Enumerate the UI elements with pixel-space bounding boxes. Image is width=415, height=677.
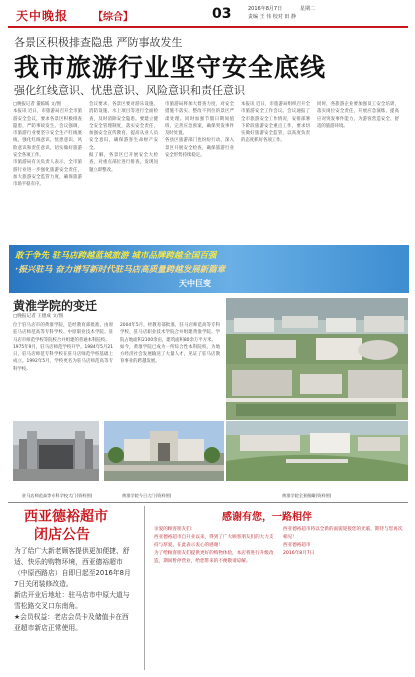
banner-line-1: 敢于争先 驻马店跨越蓝城旅游 城市品牌跨越全国百强 [15,251,217,261]
banner [9,245,409,293]
panorama-caption: 黄淮学院全景俯瞰(资料图) [282,493,332,498]
page-editors: 责编 王 伟 校对 田 静 [248,14,296,20]
article-column-3: 市旅游局将加大督查力度，对安全措施不落实、整改不到位的景区严肃处理。同时加强节假日期间值班，完善应急预案，确保突发事件及时处置。 各县区旅游部门也纷纷行动，深入景区开展安全检查，确保旅游行业安全形势持续稳定。 [165,102,234,159]
kicker: 各景区积极排查隐患 严防事故发生 [14,36,183,49]
feature-byline: □晚报记者 王德成 文/图 [13,314,64,319]
new-gate-caption: 黄淮学院今日大门(资料图) [122,493,172,498]
old-gate-photo [13,421,99,481]
banner-line-2: ·振兴驻马 奋力谱写新时代驻马店高质量跨越发展新篇章 [15,265,226,275]
page-number: 03 [212,6,232,22]
newspaper-logo: 天中晚报 [16,9,69,23]
banner-tag: 天中巨变 [179,279,211,288]
feature-title: 黄淮学院的变迁 [13,299,98,313]
campus-aerial-photo [226,298,408,420]
ad-right [150,506,408,671]
masthead [8,3,408,25]
article-column-2: 会议要求，各景区要对游乐设施、消防设施、水上项目等进行全面检查，及时消除安全隐患。要建立健全安全管理制度，落实安全责任，加强安全宣传教育，提高从业人员安全意识，确保游客生命财产安全。 据了解，各景区已开展安全大检查，对重点部位进行排查，发现问题立即整改。 [89,102,158,173]
article-column-5: 同时，各旅游企业要加强员工安全培训，落实岗位安全责任，开展应急演练，提高应对突发事件能力，为游客营造安全、舒适的旅游环境。 [317,102,399,129]
headline: 我市旅游行业坚守安全底线 [14,53,327,82]
ad-left [10,506,140,671]
new-gate-photo [104,421,224,481]
article-column-1: □晚报记者 董嫣嫣 文/图 本报讯 近日，市旅游局召开全市旅游安全会议，要求各景区积极排查隐患，严防事故发生。会议强调，市旅游行业要坚守安全生产红线底线，强化红线意识、忧患意识、风险意识和责任意识，切实做好旅游安全各项工作。 市旅游局有关负责人表示，全市旅游行业进一步强化旅游安全责任，加大旅游安全监管力度，确保旅游市场平稳有序。 [13,102,82,188]
ad-right-body: 亲爱的顾客朋友们： 西亚德裕超市自开业以来，得到了广大顾客朋友们的大力支持与厚爱，在此表示衷心的感谢！ 为了给顾客朋友们提供更好的购物体验，本店将进行升级改造，期间暂停营业，给您带来的不便敬请谅解。 西亚德裕超市将以全新的面貌迎接您的光临，期待与您再次相见！ 西亚德裕超市 2016年8月7日 [154,527,403,564]
article-column-4: 本报讯 近日，市旅游局组织召开全市旅游安全工作会议。会议通报了全市旅游安全工作情况，安排部署下阶段旅游安全重点工作，要求切实做好旅游安全监管，以高度负责的态度抓好各项工作。 [241,102,310,144]
subheadline: 强化红线意识、忧患意识、风险意识和责任意识 [14,84,245,97]
ad-left-body: 为了给广大新老顾客提供更加便捷、舒适、快乐的购物环境，西亚德裕超市（中原西路店）自即日起至2016年8月7日关闭装修改造。 新店开业后地址：驻马店市中原大道与雪松路交叉口东南角。 ★会员权益：老店会员卡及储值卡在西亚超市新店正常使用。 [14,547,131,632]
feature-column-1: 位于驻马店市的黄淮学院，是经教育部批准，由原驻马店师范高等专科学校、中原职业技术学院、驻马店市师范学校等院校合并组建的普通本科院校。 1975年9月，驻马店师范学校开学。1984年5月21日，驻马店师范专科学校在驻马店师范学校基础上成立。1992年5月，学校更名为驻马店师范高等专科学校。 [13,323,113,372]
campus-panorama-photo [226,421,408,481]
issue-weekday: 星期二 [300,6,316,12]
ad-left-subtitle: 闭店公告 [34,527,90,543]
feature-column-2: 2004年5月，经教育部批准，驻马店师范高等专科学校、驻马店职业技术学院合并组建黄淮学院。学院占地面积2100余亩，建筑面积80余万平方米。 如今，黄淮学院已成为一所综合性本科院校，为地方经济社会发展输送了大量人才，见证了驻马店教育事业的跨越发展。 [120,323,220,365]
old-gate-caption: 驻马店师范高等专科学校大门(资料图) [22,493,93,498]
ad-separator [8,502,408,503]
ad-vertical-divider [144,506,145,670]
section-label: 【综合】 [93,12,133,23]
masthead-rule [8,26,408,28]
ad-right-title: 感谢有您，一路相伴 [222,512,312,523]
ad-left-title: 西亚德裕超市 [24,509,108,525]
issue-date: 2016年8月7日 [248,6,283,12]
